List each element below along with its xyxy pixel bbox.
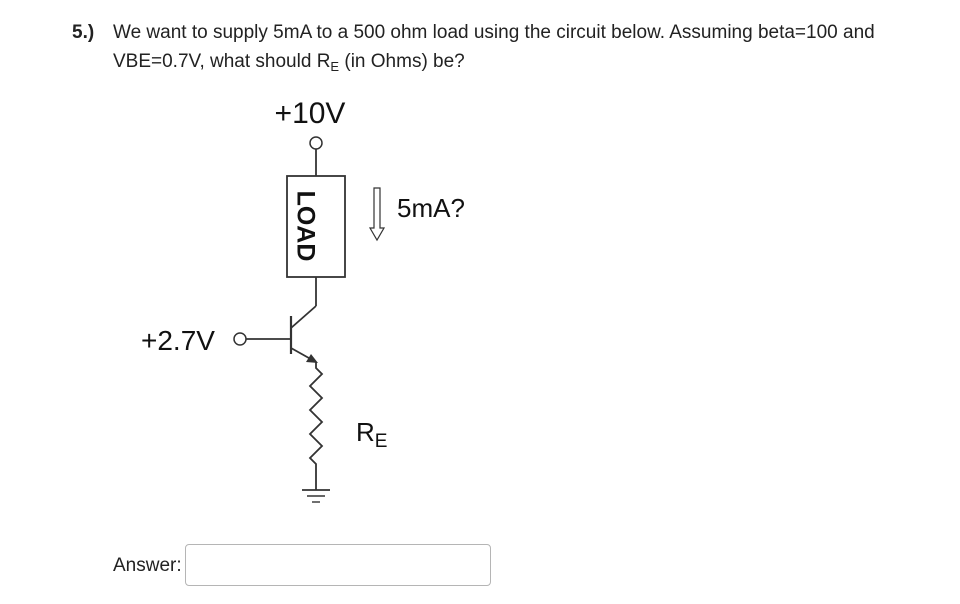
- ground-icon: [302, 490, 330, 502]
- current-label: 5mA?: [397, 193, 465, 223]
- base-terminal: [234, 333, 246, 345]
- resistor-label-main: R: [356, 417, 375, 447]
- question-line-2-subscript: E: [330, 59, 340, 74]
- resistor-label-subscript: E: [374, 431, 388, 452]
- question-line-2-prefix: VBE=0.7V, what should R: [113, 51, 331, 72]
- emitter-arrow-icon: [306, 354, 318, 363]
- resistor-label: [356, 417, 387, 452]
- transistor-collector: [291, 306, 316, 328]
- question-line-1: We want to supply 5mA to a 500 ohm load using the circuit below. Assuming beta=100 and: [113, 22, 875, 43]
- question-number: 5.): [72, 22, 95, 43]
- question-line-2-suffix: (in Ohms) be?: [339, 51, 465, 72]
- load-label: LOAD: [291, 190, 320, 262]
- answer-input[interactable]: [185, 544, 491, 586]
- answer-label: Answer:: [113, 555, 182, 576]
- supply-terminal: [310, 137, 322, 149]
- supply-label: +10V: [274, 97, 346, 130]
- resistor-re: [310, 362, 322, 490]
- base-label: +2.7V: [141, 325, 215, 356]
- current-arrow-icon: [370, 188, 384, 240]
